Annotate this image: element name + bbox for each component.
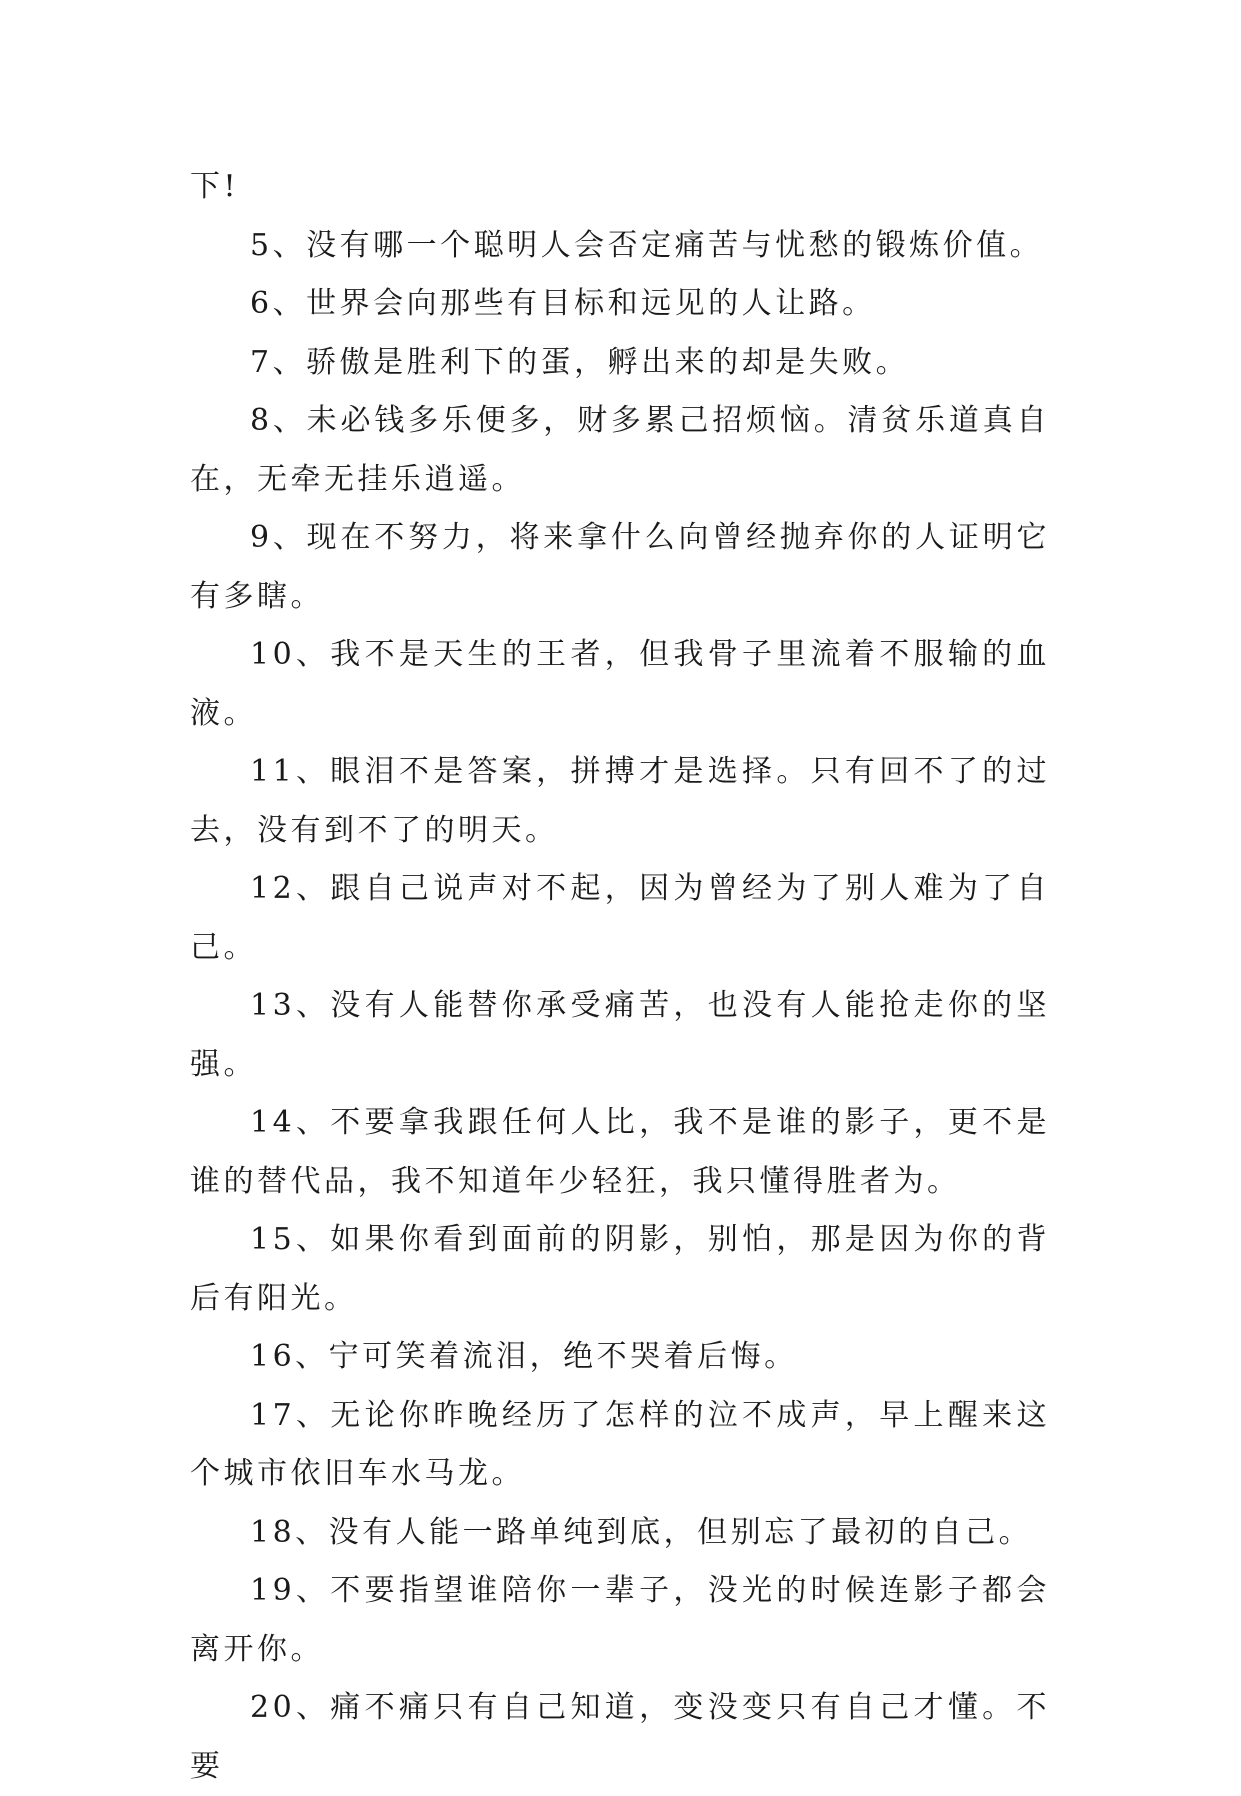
continuation-line: 下! (190, 169, 240, 204)
quote-paragraph-8: 8、未必钱多乐便多，财多累己招烦恼。清贫乐道真自在，无牵无挂乐逍遥。 (190, 403, 1050, 497)
quote-paragraph-17: 17、无论你昨晚经历了怎样的泣不成声，早上醒来这个城市依旧车水马龙。 (190, 1397, 1050, 1491)
document-body (190, 158, 1050, 1796)
quote-paragraph-13: 13、没有人能替你承受痛苦，也没有人能抢走你的坚强。 (190, 988, 1050, 1082)
quote-paragraph-11: 11、眼泪不是答案，拼搏才是选择。只有回不了的过去，没有到不了的明天。 (190, 754, 1050, 848)
quote-paragraph-19: 19、不要指望谁陪你一辈子，没光的时候连影子都会离开你。 (190, 1573, 1050, 1667)
quote-paragraph-18: 18、没有人能一路单纯到底，但别忘了最初的自己。 (250, 1514, 1033, 1550)
quote-paragraph-6: 6、世界会向那些有目标和远见的人让路。 (250, 286, 876, 321)
quote-paragraph-14: 14、不要拿我跟任何人比，我不是谁的影子，更不是谁的替代品，我不知道年少轻狂，我只懂得胜者为。 (190, 1105, 1050, 1199)
quote-paragraph-15: 15、如果你看到面前的阴影，别怕，那是因为你的背后有阳光。 (190, 1222, 1050, 1316)
quote-paragraph-5: 5、没有哪一个聪明人会否定痛苦与忧愁的锻炼价值。 (250, 227, 1044, 263)
quote-paragraph-20: 20、痛不痛只有自己知道，变没变只有自己才懂。不要 (190, 1690, 1050, 1784)
quote-paragraph-7: 7、骄傲是胜利下的蛋，孵出来的却是失败。 (250, 344, 910, 380)
quote-paragraph-10: 10、我不是天生的王者，但我骨子里流着不服输的血液。 (190, 637, 1050, 731)
quote-paragraph-9: 9、现在不努力，将来拿什么向曾经抛弃你的人证明它有多瞎。 (190, 520, 1050, 614)
quote-paragraph-16: 16、宁可笑着流泪，绝不哭着后悔。 (250, 1339, 798, 1374)
quote-paragraph-12: 12、跟自己说声对不起，因为曾经为了别人难为了自己。 (190, 871, 1050, 965)
